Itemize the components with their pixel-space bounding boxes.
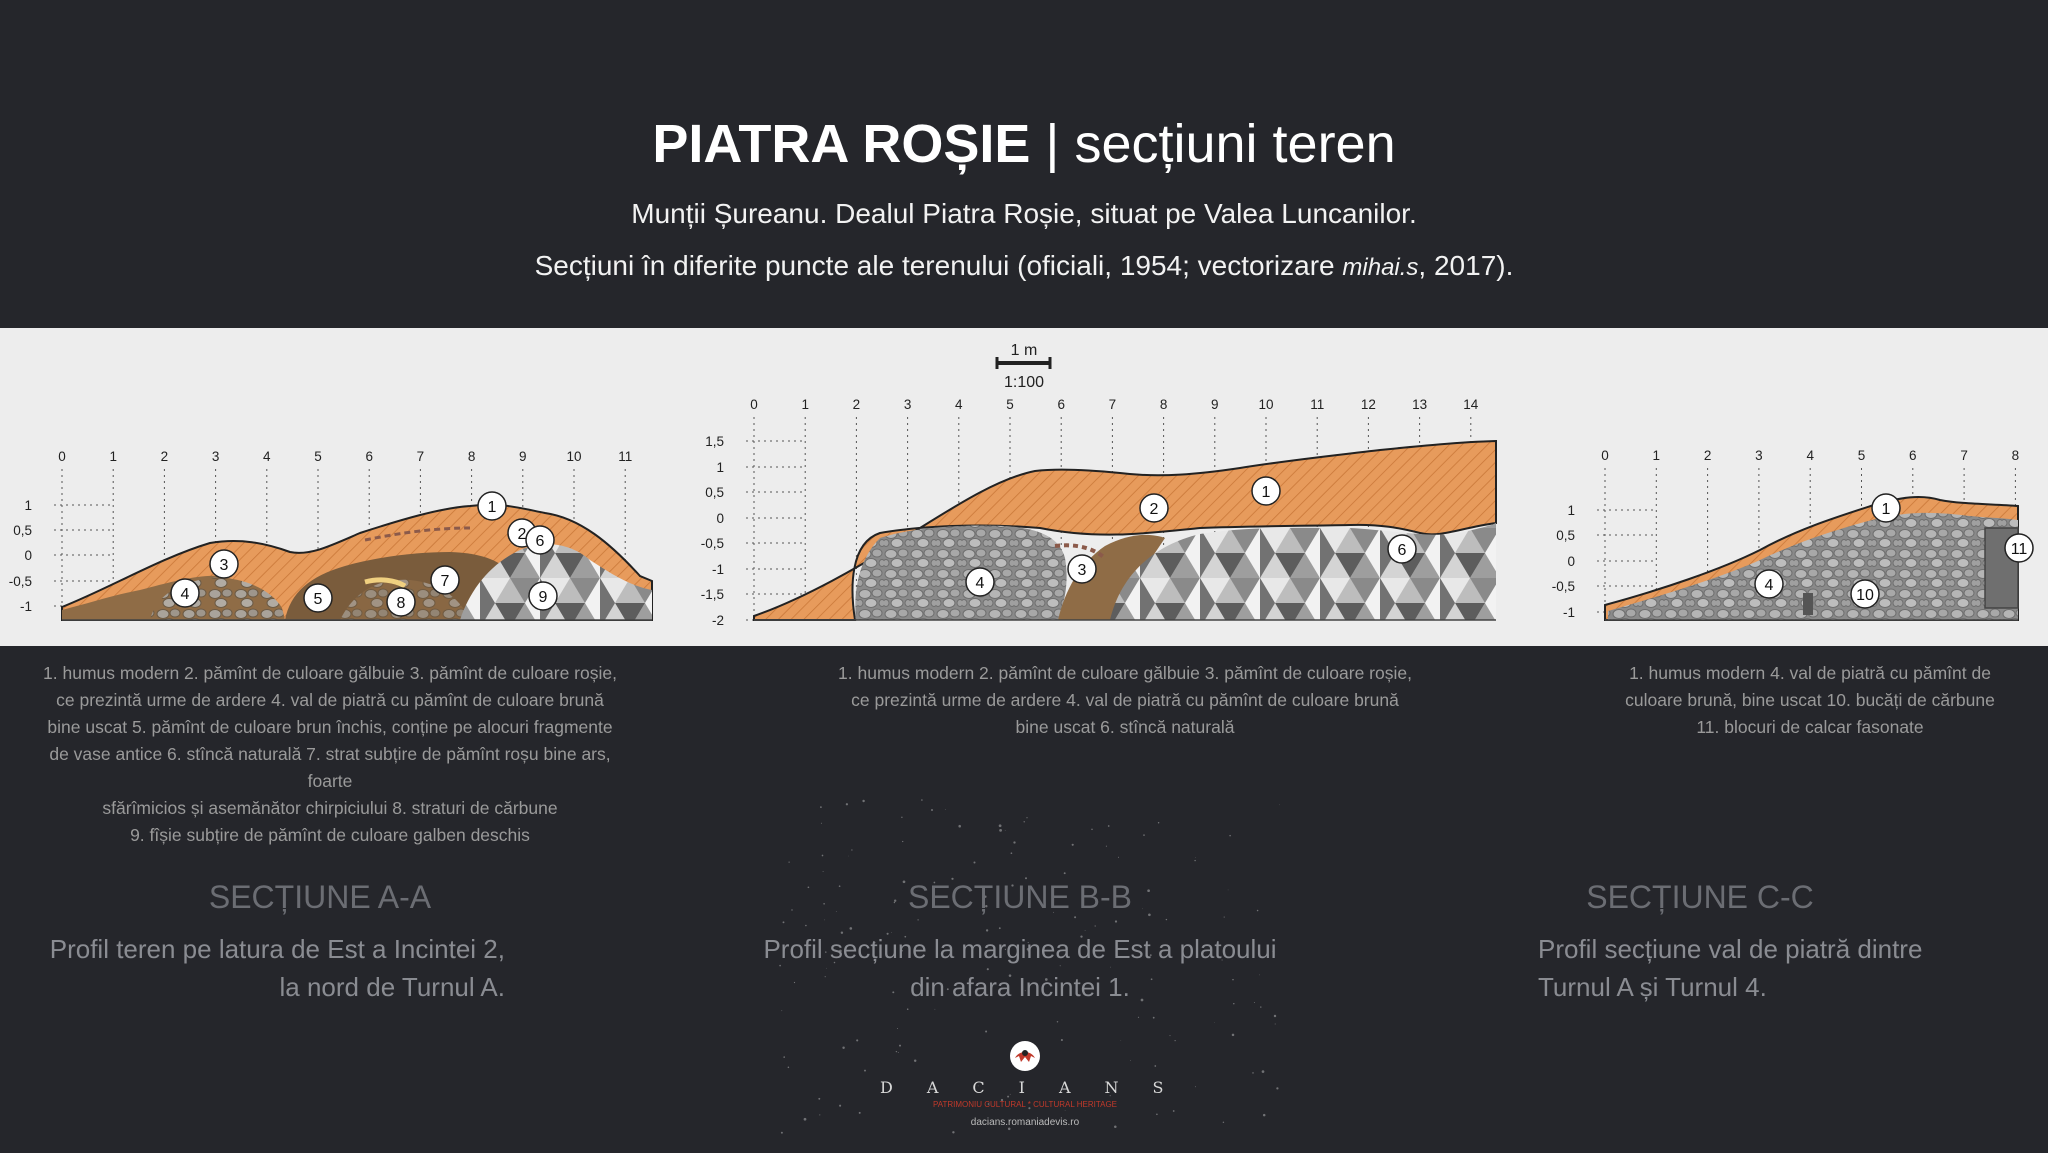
x-tick-label: 1 <box>801 397 809 412</box>
subtitle-author: mihai.s <box>1342 254 1419 281</box>
brand-url: dacians.romaniadevis.ro <box>970 1117 1080 1128</box>
x-tick-label: 7 <box>416 449 425 464</box>
section-b-description <box>740 930 1300 1006</box>
section-c-profile <box>1552 448 2033 620</box>
layer-marker <box>387 588 415 616</box>
layer-marker <box>529 582 557 610</box>
section-b-legend <box>775 660 1475 741</box>
x-tick-label: 12 <box>1360 397 1376 412</box>
layer-marker-label: 1 <box>487 499 497 516</box>
x-tick-label: 0 <box>750 397 758 412</box>
layer-marker <box>1755 570 1783 598</box>
section-b-profile <box>701 397 1496 628</box>
y-tick-label: 1 <box>716 460 724 475</box>
description-line: Profil secțiune la marginea de Est a platoului <box>763 934 1277 964</box>
layer-marker-label: 2 <box>517 526 527 543</box>
layer-marker <box>1252 477 1280 505</box>
legend-line: culoare brună, bine uscat 10. bucăți de cărbune <box>1625 690 1995 710</box>
section-b-natural-rock <box>1110 523 1496 620</box>
x-tick-label: 6 <box>365 449 373 464</box>
layer-marker <box>966 568 994 596</box>
scale-ratio-label: 1:100 <box>1003 374 1045 391</box>
x-tick-label: 4 <box>263 449 271 464</box>
x-tick-label: 5 <box>314 449 322 464</box>
subtitle-source-b: , 2017). <box>1418 250 1514 281</box>
y-tick-label: 0 <box>716 511 724 526</box>
layer-marker <box>478 492 506 520</box>
layer-marker-label: 4 <box>180 586 190 603</box>
layer-marker-label: 9 <box>538 589 548 606</box>
layer-marker-label: 6 <box>535 533 545 550</box>
x-tick-label: 11 <box>1310 397 1325 412</box>
x-tick-label: 6 <box>1057 397 1065 412</box>
y-tick-label: -1 <box>711 562 724 577</box>
x-tick-label: 3 <box>1755 448 1763 463</box>
layer-marker-label: 8 <box>396 595 406 612</box>
description-line: Profil teren pe latura de Est a Incintei 2, <box>49 934 505 964</box>
legend-line: 9. fîșie subțire de pămînt de culoare galben deschis <box>130 825 530 845</box>
y-tick-label: -1,5 <box>700 587 724 602</box>
layer-marker-label: 5 <box>313 591 323 608</box>
legend-line: 1. humus modern 2. pămînt de culoare gălbuie 3. pămînt de culoare roșie, <box>43 663 617 683</box>
legend-line: de vase antice 6. stîncă naturală 7. strat subțire de pămînt roșu bine ars, foarte <box>49 744 611 791</box>
x-tick-label: 2 <box>1703 448 1712 463</box>
legend-line: 1. humus modern 4. val de piatră cu pămînt de <box>1629 663 1991 683</box>
legend-line: 1. humus modern 2. pămînt de culoare gălbuie 3. pămînt de culoare roșie, <box>838 663 1412 683</box>
layer-marker <box>210 550 238 578</box>
sections-band <box>0 328 2048 646</box>
section-c-legend <box>1560 660 2048 741</box>
x-tick-label: 9 <box>1211 397 1219 412</box>
sections-drawing <box>0 328 2048 646</box>
layer-marker-label: 4 <box>975 575 985 592</box>
title-separator: | <box>1030 114 1075 174</box>
x-tick-label: 3 <box>211 449 220 464</box>
dacians-logo <box>880 1040 1198 1140</box>
y-tick-label: 1,5 <box>705 434 724 449</box>
description-line: Turnul A și Turnul 4. <box>1538 972 1767 1002</box>
legend-line: ce prezintă urme de ardere 4. val de piatră cu pămînt de culoare brună <box>851 690 1399 710</box>
layer-marker-label: 3 <box>219 557 229 574</box>
x-tick-label: 0 <box>58 449 66 464</box>
layer-marker <box>1872 494 1900 522</box>
layer-marker <box>1140 494 1168 522</box>
y-tick-label: 0 <box>1567 554 1575 569</box>
y-tick-label: 1 <box>24 498 32 513</box>
layer-marker <box>431 566 459 594</box>
dacians-emblem-icon <box>1009 1040 1041 1072</box>
x-tick-label: 8 <box>2011 448 2020 463</box>
layer-marker-label: 1 <box>1881 501 1891 518</box>
x-tick-label: 7 <box>1960 448 1968 463</box>
layer-marker-label: 4 <box>1764 577 1774 594</box>
x-tick-label: 5 <box>1857 448 1866 463</box>
scale-length-label: 1 m <box>1010 342 1038 359</box>
subtitle-source <box>0 248 2048 286</box>
y-tick-label: 0,5 <box>705 485 724 500</box>
section-c-charcoal-pieces <box>1803 593 1813 615</box>
legend-line: ce prezintă urme de ardere 4. val de piatră cu pămînt de culoare brună <box>56 690 604 710</box>
y-tick-label: -1 <box>1562 605 1575 620</box>
section-a-legend <box>30 660 630 849</box>
y-tick-label: -0,5 <box>1551 579 1575 594</box>
y-tick-label: -1 <box>19 599 32 614</box>
subtitle-source-a: Secțiuni în diferite puncte ale terenului (oficiali, 1954; vectorizare <box>534 250 1343 281</box>
layer-marker <box>1388 535 1416 563</box>
layer-marker <box>1851 580 1879 608</box>
legend-line: 11. blocuri de calcar fasonate <box>1696 717 1924 737</box>
y-tick-label: 0,5 <box>13 523 32 538</box>
x-tick-label: 14 <box>1463 397 1479 412</box>
y-tick-label: 0 <box>24 548 32 563</box>
layer-marker <box>171 579 199 607</box>
layer-marker <box>526 526 554 554</box>
x-tick-label: 3 <box>903 397 912 412</box>
description-line: la nord de Turnul A. <box>279 972 505 1002</box>
description-line: Profil secțiune val de piatră dintre <box>1538 934 1923 964</box>
x-tick-label: 7 <box>1108 397 1117 412</box>
x-tick-label: 13 <box>1412 397 1428 412</box>
x-tick-label: 9 <box>519 449 527 464</box>
layer-marker <box>304 584 332 612</box>
section-b-title: SECȚIUNE B-B <box>907 879 1133 915</box>
section-b-stone-wall <box>855 526 1066 621</box>
title-rest: secțiuni teren <box>1074 114 1396 174</box>
layer-marker-label: 11 <box>2010 541 2028 558</box>
legend-line: sfărîmicios și asemănător chirpiciului 8. straturi de cărbune <box>102 798 558 818</box>
x-tick-label: 0 <box>1601 448 1609 463</box>
section-a-description <box>40 930 505 1006</box>
x-tick-label: 2 <box>852 397 861 412</box>
x-tick-label: 2 <box>160 449 169 464</box>
brand-tagline: PATRIMONIU CULTURAL * CULTURAL HERITAGE <box>932 1100 1118 1109</box>
x-tick-label: 8 <box>467 449 476 464</box>
y-tick-label: -2 <box>711 613 724 628</box>
x-tick-label: 4 <box>955 397 963 412</box>
x-tick-label: 6 <box>1909 448 1917 463</box>
layer-marker-label: 6 <box>1397 542 1407 559</box>
x-tick-label: 5 <box>1006 397 1014 412</box>
x-tick-label: 1 <box>1652 448 1661 463</box>
layer-marker-label: 2 <box>1149 501 1159 518</box>
scale-bar <box>997 342 1050 391</box>
section-c-description <box>1538 930 2018 1006</box>
description-line: din afara Incintei 1. <box>910 972 1130 1002</box>
legend-line: bine uscat 5. pămînt de culoare brun închis, conține pe alocuri fragmente <box>47 717 613 737</box>
layer-marker-label: 7 <box>440 573 450 590</box>
page-title <box>0 112 2048 176</box>
x-tick-label: 1 <box>109 449 117 464</box>
layer-marker-label: 10 <box>1856 587 1874 604</box>
layer-marker <box>2005 534 2033 562</box>
layer-marker-label: 3 <box>1077 562 1087 579</box>
y-tick-label: 1 <box>1567 503 1575 518</box>
section-a-profile <box>9 449 652 620</box>
x-tick-label: 4 <box>1806 448 1814 463</box>
y-tick-label: -0,5 <box>700 536 724 551</box>
title-bold: PIATRA ROȘIE <box>652 114 1031 174</box>
x-tick-label: 8 <box>1159 397 1168 412</box>
header <box>0 0 2048 328</box>
brand-name: DACIANS <box>880 1078 1198 1097</box>
section-a-title: SECȚIUNE A-A <box>208 879 432 915</box>
layer-marker-label: 1 <box>1261 484 1271 501</box>
x-tick-label: 11 <box>618 449 633 464</box>
section-c-title: SECȚIUNE C-C <box>1586 879 1814 915</box>
x-tick-label: 10 <box>566 449 582 464</box>
y-tick-label: -0,5 <box>8 574 32 589</box>
subtitle-location: Munții Șureanu. Dealul Piatra Roșie, situat pe Valea Luncanilor. <box>631 198 1417 229</box>
layer-marker <box>1068 555 1096 583</box>
legend-line: bine uscat 6. stîncă naturală <box>1015 717 1235 737</box>
x-tick-label: 10 <box>1258 397 1274 412</box>
y-tick-label: 0,5 <box>1556 528 1575 543</box>
